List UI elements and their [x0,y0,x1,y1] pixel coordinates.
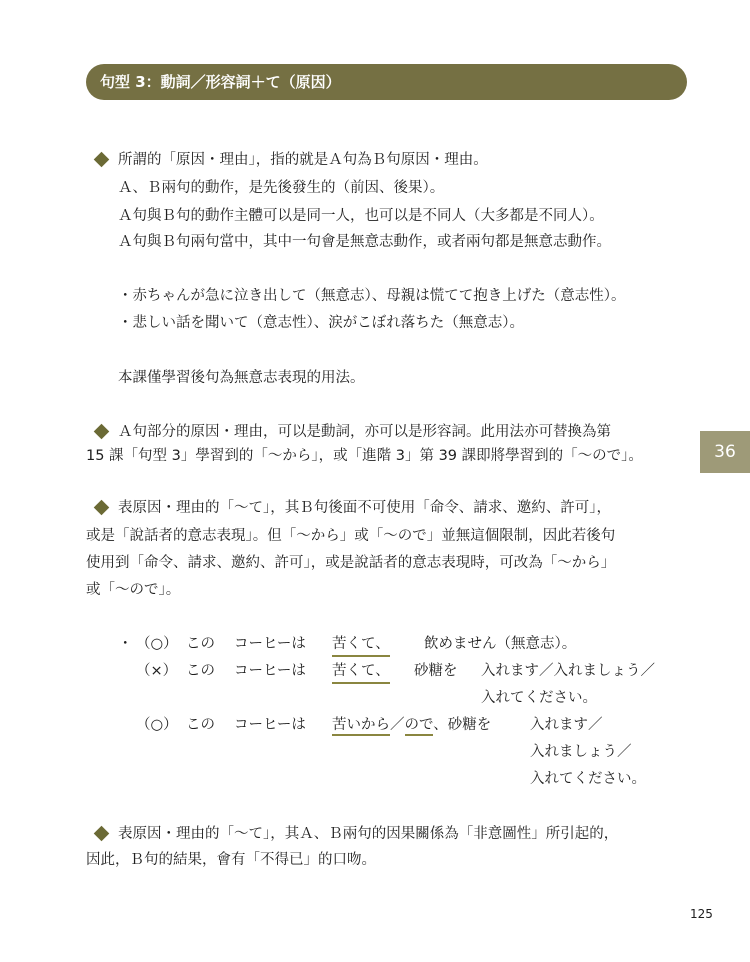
section4-line-2: 因此，Ｂ句的結果，會有「不得已」的口吻。 [86,852,376,868]
example3-reason-group [332,715,491,735]
example1-bullet: ・ [118,636,133,652]
example3-word-3b: ／ [390,717,405,733]
section1-line-1: 所謂的「原因・理由」，指的就是Ａ句為Ｂ句原因・理由。 [118,152,488,168]
example2-word-5: 入れます／入れましょう／ [481,663,655,679]
diamond-bullet-icon [94,500,110,516]
section-header [86,64,687,100]
section3-line-4: 或「～ので」。 [86,582,181,598]
example3-word-2: コーヒーは [234,717,306,733]
section1-line-4: Ａ句與Ｂ句兩句當中，其中一句會是無意志動作，或者兩句都是無意志動作。 [118,234,611,250]
section1-example-1: ・赤ちゃんが急に泣き出して（無意志）、母親は慌てて抱き上げた（意志性）。 [118,288,626,304]
example3-word-3c: ので [405,717,434,736]
example3-word-6: 入れましょう／ [530,744,632,760]
section4-line-1: 表原因・理由的「～て」，其Ａ、Ｂ兩句的因果關係為「非意圖性」所引起的， [118,826,619,842]
example2-word-2: コーヒーは [234,663,306,679]
section1-line-3: Ａ句與Ｂ句的動作主體可以是同一人，也可以是不同人（大多都是不同人）。 [118,208,604,224]
diamond-bullet-icon [94,152,110,168]
example3-word-7: 入れてください。 [530,771,646,787]
diamond-bullet-icon [94,826,110,842]
chapter-tab [700,431,750,473]
chapter-tab-label: 36 [714,442,736,462]
section2-line-2: 15 課「句型 3」學習到的「～から」，或「進階 3」第 39 課即將學習到的「～ので」。 [86,448,643,464]
section1-line-2: Ａ、Ｂ兩句的動作，是先後發生的（前因、後果）。 [118,180,445,196]
example2-word-3: 苦くて、 [332,661,390,684]
section3-line-3: 使用到「命令、請求、邀約、許可」，或是說話者的意志表現時，可改為「～から」 [86,555,616,571]
example2-word-1: この [186,663,215,679]
section2-line-1: Ａ句部分的原因・理由，可以是動詞，亦可以是形容詞。此用法亦可替換為第 [118,424,611,440]
section1-note: 本課僅學習後句為無意志表現的用法。 [118,370,365,386]
section1-example-2: ・悲しい話を聞いて（意志性）、涙がこぼれ落ちた（無意志）。 [118,315,524,331]
example1-word-2: コーヒーは [234,636,306,652]
section-header-title: 句型 3：動詞／形容詞＋て（原因） [100,73,341,91]
page-number: 125 [690,907,713,921]
example3-word-5: 入れます／ [530,717,603,733]
example1-word-4: 飲めません（無意志）。 [424,636,577,652]
section3-line-1: 表原因・理由的「～て」，其Ｂ句後面不可使用「命令、請求、邀約、許可」， [118,500,611,516]
example1-word-1: この [186,636,215,652]
example3-word-3d: 、砂糖を [433,717,492,733]
example2-word-6: 入れてください。 [481,690,597,706]
example3-mark: （○） [136,717,178,733]
example2-word-4: 砂糖を [414,663,458,679]
section3-line-2: 或是「說話者的意志表現」。但「～から」或「～ので」並無這個限制，因此若後句 [86,528,616,544]
example1-mark: （○） [136,636,178,652]
example3-word-3a: 苦いから [332,717,390,736]
example2-mark: （×） [136,663,178,679]
diamond-bullet-icon [94,424,110,440]
example3-word-1: この [186,717,215,733]
example1-word-3: 苦くて、 [332,634,390,657]
